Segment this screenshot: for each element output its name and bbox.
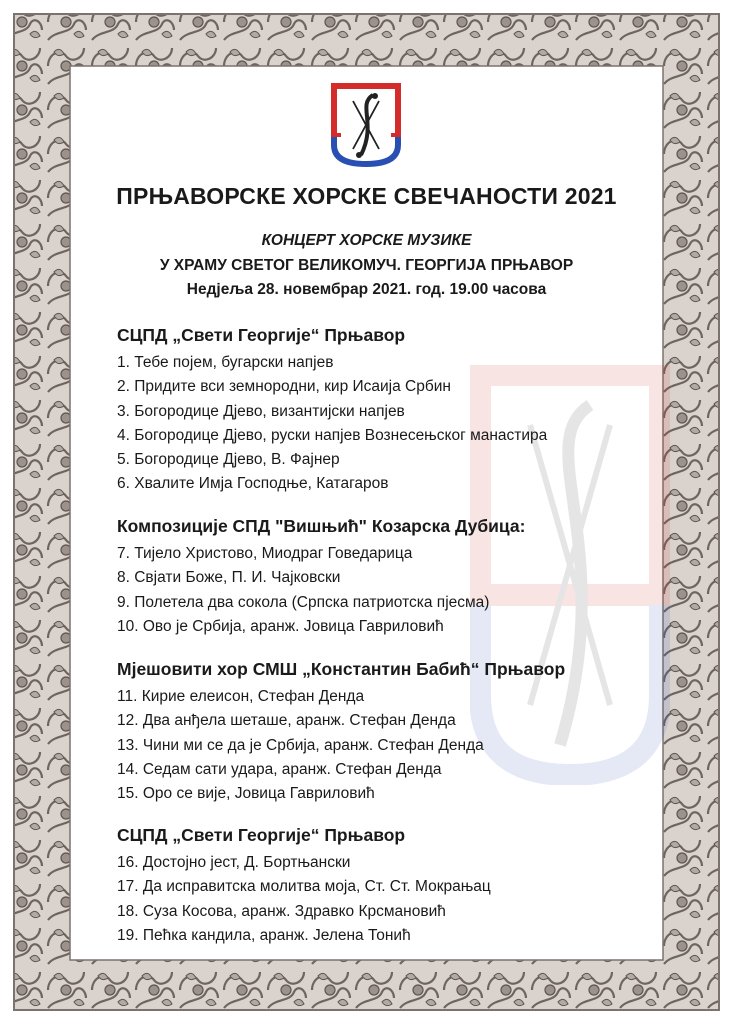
program-item: 7. Тијело Христово, Миодраг Говедарица: [117, 545, 413, 562]
program-section: [117, 657, 637, 806]
choir-logo-icon: [331, 83, 401, 167]
section-heading: Мјешовити хор СМШ „Константин Бабић“ Прњавор: [117, 659, 566, 679]
program-item: 6. Хвалите Имја Господње, Катагаров: [117, 475, 389, 493]
subtitle-venue: У ХРАМУ СВЕТОГ ВЕЛИКОМУЧ. ГЕОРГИЈА ПРЊАВОР: [159, 257, 574, 274]
program-item: 5. Богородице Дјево, В. Фајнер: [117, 451, 340, 469]
section-heading: Композиције СПД "Вишњић" Козарска Дубица:: [117, 516, 526, 536]
program-section: [117, 514, 637, 639]
program-item: 13. Чини ми се да је Србија, аранж. Стефан Денда: [117, 736, 484, 754]
section-heading: СЦПД „Свети Георгије“ Прњавор: [117, 325, 406, 345]
program-item: 8. Свјати Боже, П. И. Чајковски: [117, 569, 341, 587]
subtitle-concert: КОНЦЕРТ ХОРСКЕ МУЗИКЕ: [261, 232, 472, 249]
program-item: 3. Богородице Дјево, византијски напјев: [117, 402, 405, 420]
program-item: 19. Пећка кандила, аранж. Јелена Тонић: [117, 926, 411, 944]
program-item: 12. Два анђела шеташе, аранж. Стефан Денда: [117, 712, 456, 730]
program-section: [117, 823, 637, 948]
program-item: 11. Кирие елеисон, Стефан Денда: [117, 688, 365, 705]
program-section: [117, 323, 637, 497]
program-item: 16. Достојно јест, Д. Бортњански: [117, 854, 351, 871]
program-item: 15. Оро се вије, Јовица Гавриловић: [117, 785, 375, 803]
section-heading: СЦПД „Свети Георгије“ Прњавор: [117, 825, 406, 845]
program-item: 17. Да исправитска молитва моја, Ст. Ст. Мокрањац: [117, 878, 491, 896]
program-item: 14. Седам сати удара, аранж. Стефан Денда: [117, 760, 442, 778]
document-title: ПРЊАВОРСКЕ ХОРСКЕ СВЕЧАНОСТИ 2021: [116, 183, 617, 209]
program-item: 10. Ово је Србија, аранж. Јовица Гавриловић: [117, 617, 444, 635]
subtitle-date: Недјеља 28. новембрар 2021. год. 19.00 часова: [186, 281, 547, 298]
program-item: 18. Суза Косова, аранж. Здравко Крсмановић: [117, 902, 446, 920]
program-item: 9. Полетела два сокола (Српска патриотска пјесма): [117, 593, 490, 611]
program-item: 4. Богородице Дјево, руски напјев Вознесењског манастира: [117, 426, 548, 444]
program-item: 1. Тебе појем, бугарски напјев: [117, 354, 334, 371]
program-item: 2. Придите вси земнородни, кир Исаија Србин: [117, 378, 451, 396]
